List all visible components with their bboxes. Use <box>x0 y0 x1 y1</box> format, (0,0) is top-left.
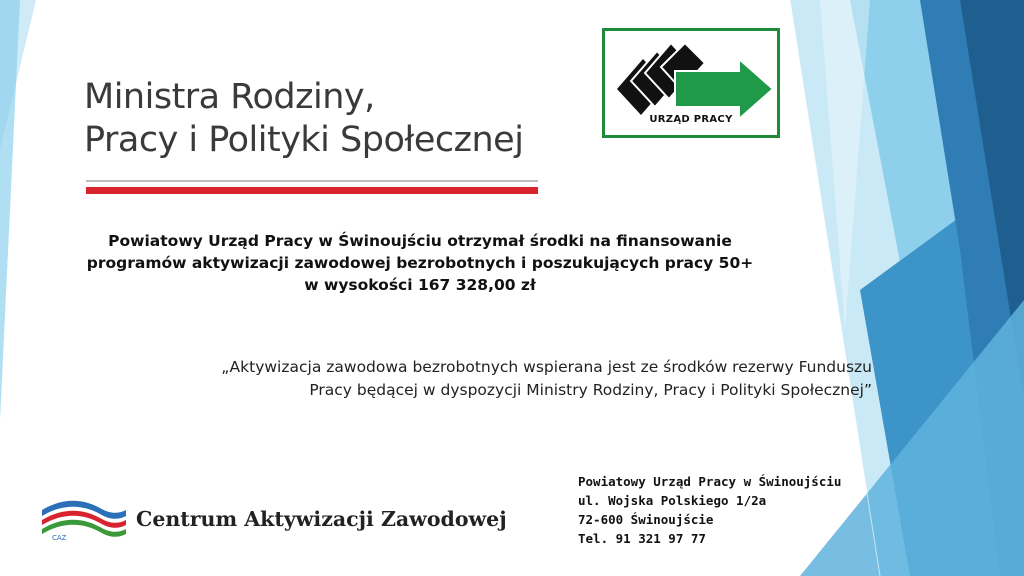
urzad-pracy-logo <box>602 28 780 138</box>
quote-line: „Aktywizacja zawodowa bezrobotnych wspierana jest ze środków rezerwy Funduszu <box>221 358 872 376</box>
caz-logo-text: CAZ <box>52 534 67 542</box>
divider-line <box>86 180 538 182</box>
headline-line: programów aktywizacji zawodowej bezrobotnych i poszukujących pracy 50+ <box>86 254 754 272</box>
address-line: ul. Wojska Polskiego 1/2a <box>578 493 767 508</box>
ministry-title <box>84 76 523 162</box>
headline-line: Powiatowy Urząd Pracy w Świnoujściu otrzymał środki na finansowanie <box>108 232 732 250</box>
left-accent-shape <box>0 0 20 420</box>
ministry-title-line: Ministra Rodziny, <box>84 77 375 117</box>
logo-label: URZĄD PRACY <box>649 114 733 125</box>
headline-line: w wysokości 167 328,00 zł <box>304 276 536 294</box>
funding-quote <box>120 356 872 402</box>
headline <box>40 230 800 296</box>
caz-title: Centrum Aktywizacji Zawodowej <box>136 507 507 531</box>
caz-logo <box>38 494 128 542</box>
red-divider-bar <box>86 187 538 194</box>
ministry-title-line: Pracy i Polityki Społecznej <box>84 120 524 160</box>
address-line: 72-600 Świnoujście <box>578 512 714 527</box>
contact-address <box>578 472 841 548</box>
address-line: Powiatowy Urząd Pracy w Świnoujściu <box>578 474 842 489</box>
address-phone: Tel. 91 321 97 77 <box>578 531 706 546</box>
quote-line: Pracy będącej w dyspozycji Ministry Rodziny, Pracy i Polityki Społecznej” <box>309 381 872 399</box>
